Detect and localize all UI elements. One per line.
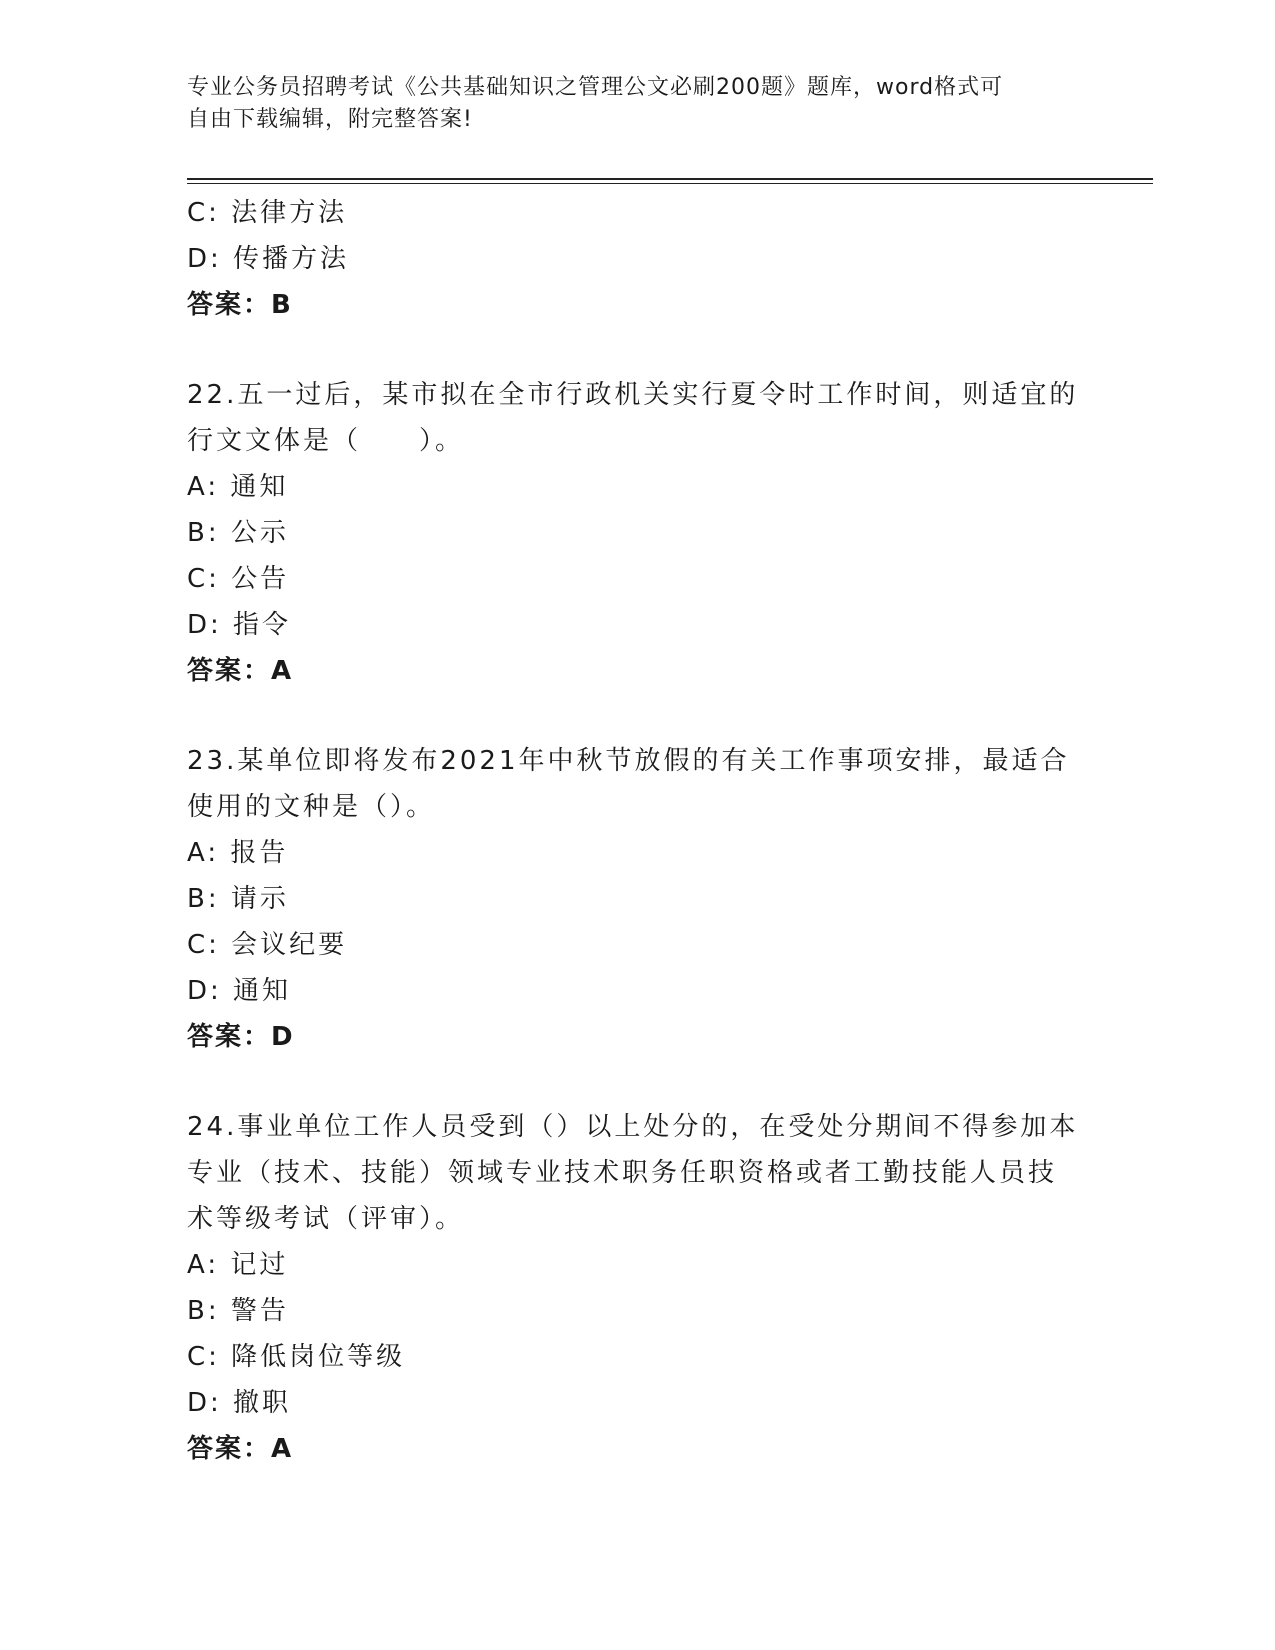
answer-label: 答案：A (187, 656, 294, 686)
question-text-line: 23.某单位即将发布2021年中秋节放假的有关工作事项安排，最适合 (187, 746, 1070, 776)
header-line-2: 自由下载编辑，附完整答案! (187, 107, 473, 132)
answer-label: 答案：B (187, 290, 293, 320)
option-c: C: 法律方法 (187, 198, 348, 228)
question-text-line: 24.事业单位工作人员受到（）以上处分的，在受处分期间不得参加本 (187, 1112, 1079, 1142)
question-text-line: 术等级考试（评审）。 (187, 1204, 465, 1234)
question-block (187, 738, 1087, 1060)
header-divider-thin (187, 183, 1153, 184)
question-text-line: 使用的文种是（）。 (187, 792, 436, 822)
header-line-1: 专业公务员招聘考试《公共基础知识之管理公文必刷200题》题库，word格式可 (187, 75, 1004, 100)
option-b: B: 警告 (187, 1296, 289, 1326)
option-a: A: 报告 (187, 838, 289, 868)
question-content (187, 190, 1087, 1472)
answer-label: 答案：D (187, 1022, 295, 1052)
prev-question-block (187, 190, 1087, 328)
option-c: C: 降低岗位等级 (187, 1342, 406, 1372)
option-d: D: 撤职 (187, 1388, 292, 1418)
option-c: C: 公告 (187, 564, 290, 594)
question-text-line: 行文文体是（ ）。 (187, 426, 465, 456)
option-b: B: 请示 (187, 884, 289, 914)
option-d: D: 通知 (187, 976, 292, 1006)
header-divider-thick (187, 178, 1153, 180)
option-a: A: 记过 (187, 1250, 289, 1280)
question-block (187, 1104, 1087, 1472)
option-d: D: 指令 (187, 610, 292, 640)
question-text-line: 22.五一过后，某市拟在全市行政机关实行夏令时工作时间，则适宜的 (187, 380, 1079, 410)
option-d: D: 传播方法 (187, 244, 350, 274)
answer-label: 答案：A (187, 1434, 294, 1464)
page-header (187, 72, 1067, 136)
question-text-line: 专业（技术、技能）领域专业技术职务任职资格或者工勤技能人员技 (187, 1158, 1058, 1188)
question-block (187, 372, 1087, 694)
option-a: A: 通知 (187, 472, 289, 502)
option-c: C: 会议纪要 (187, 930, 348, 960)
option-b: B: 公示 (187, 518, 289, 548)
